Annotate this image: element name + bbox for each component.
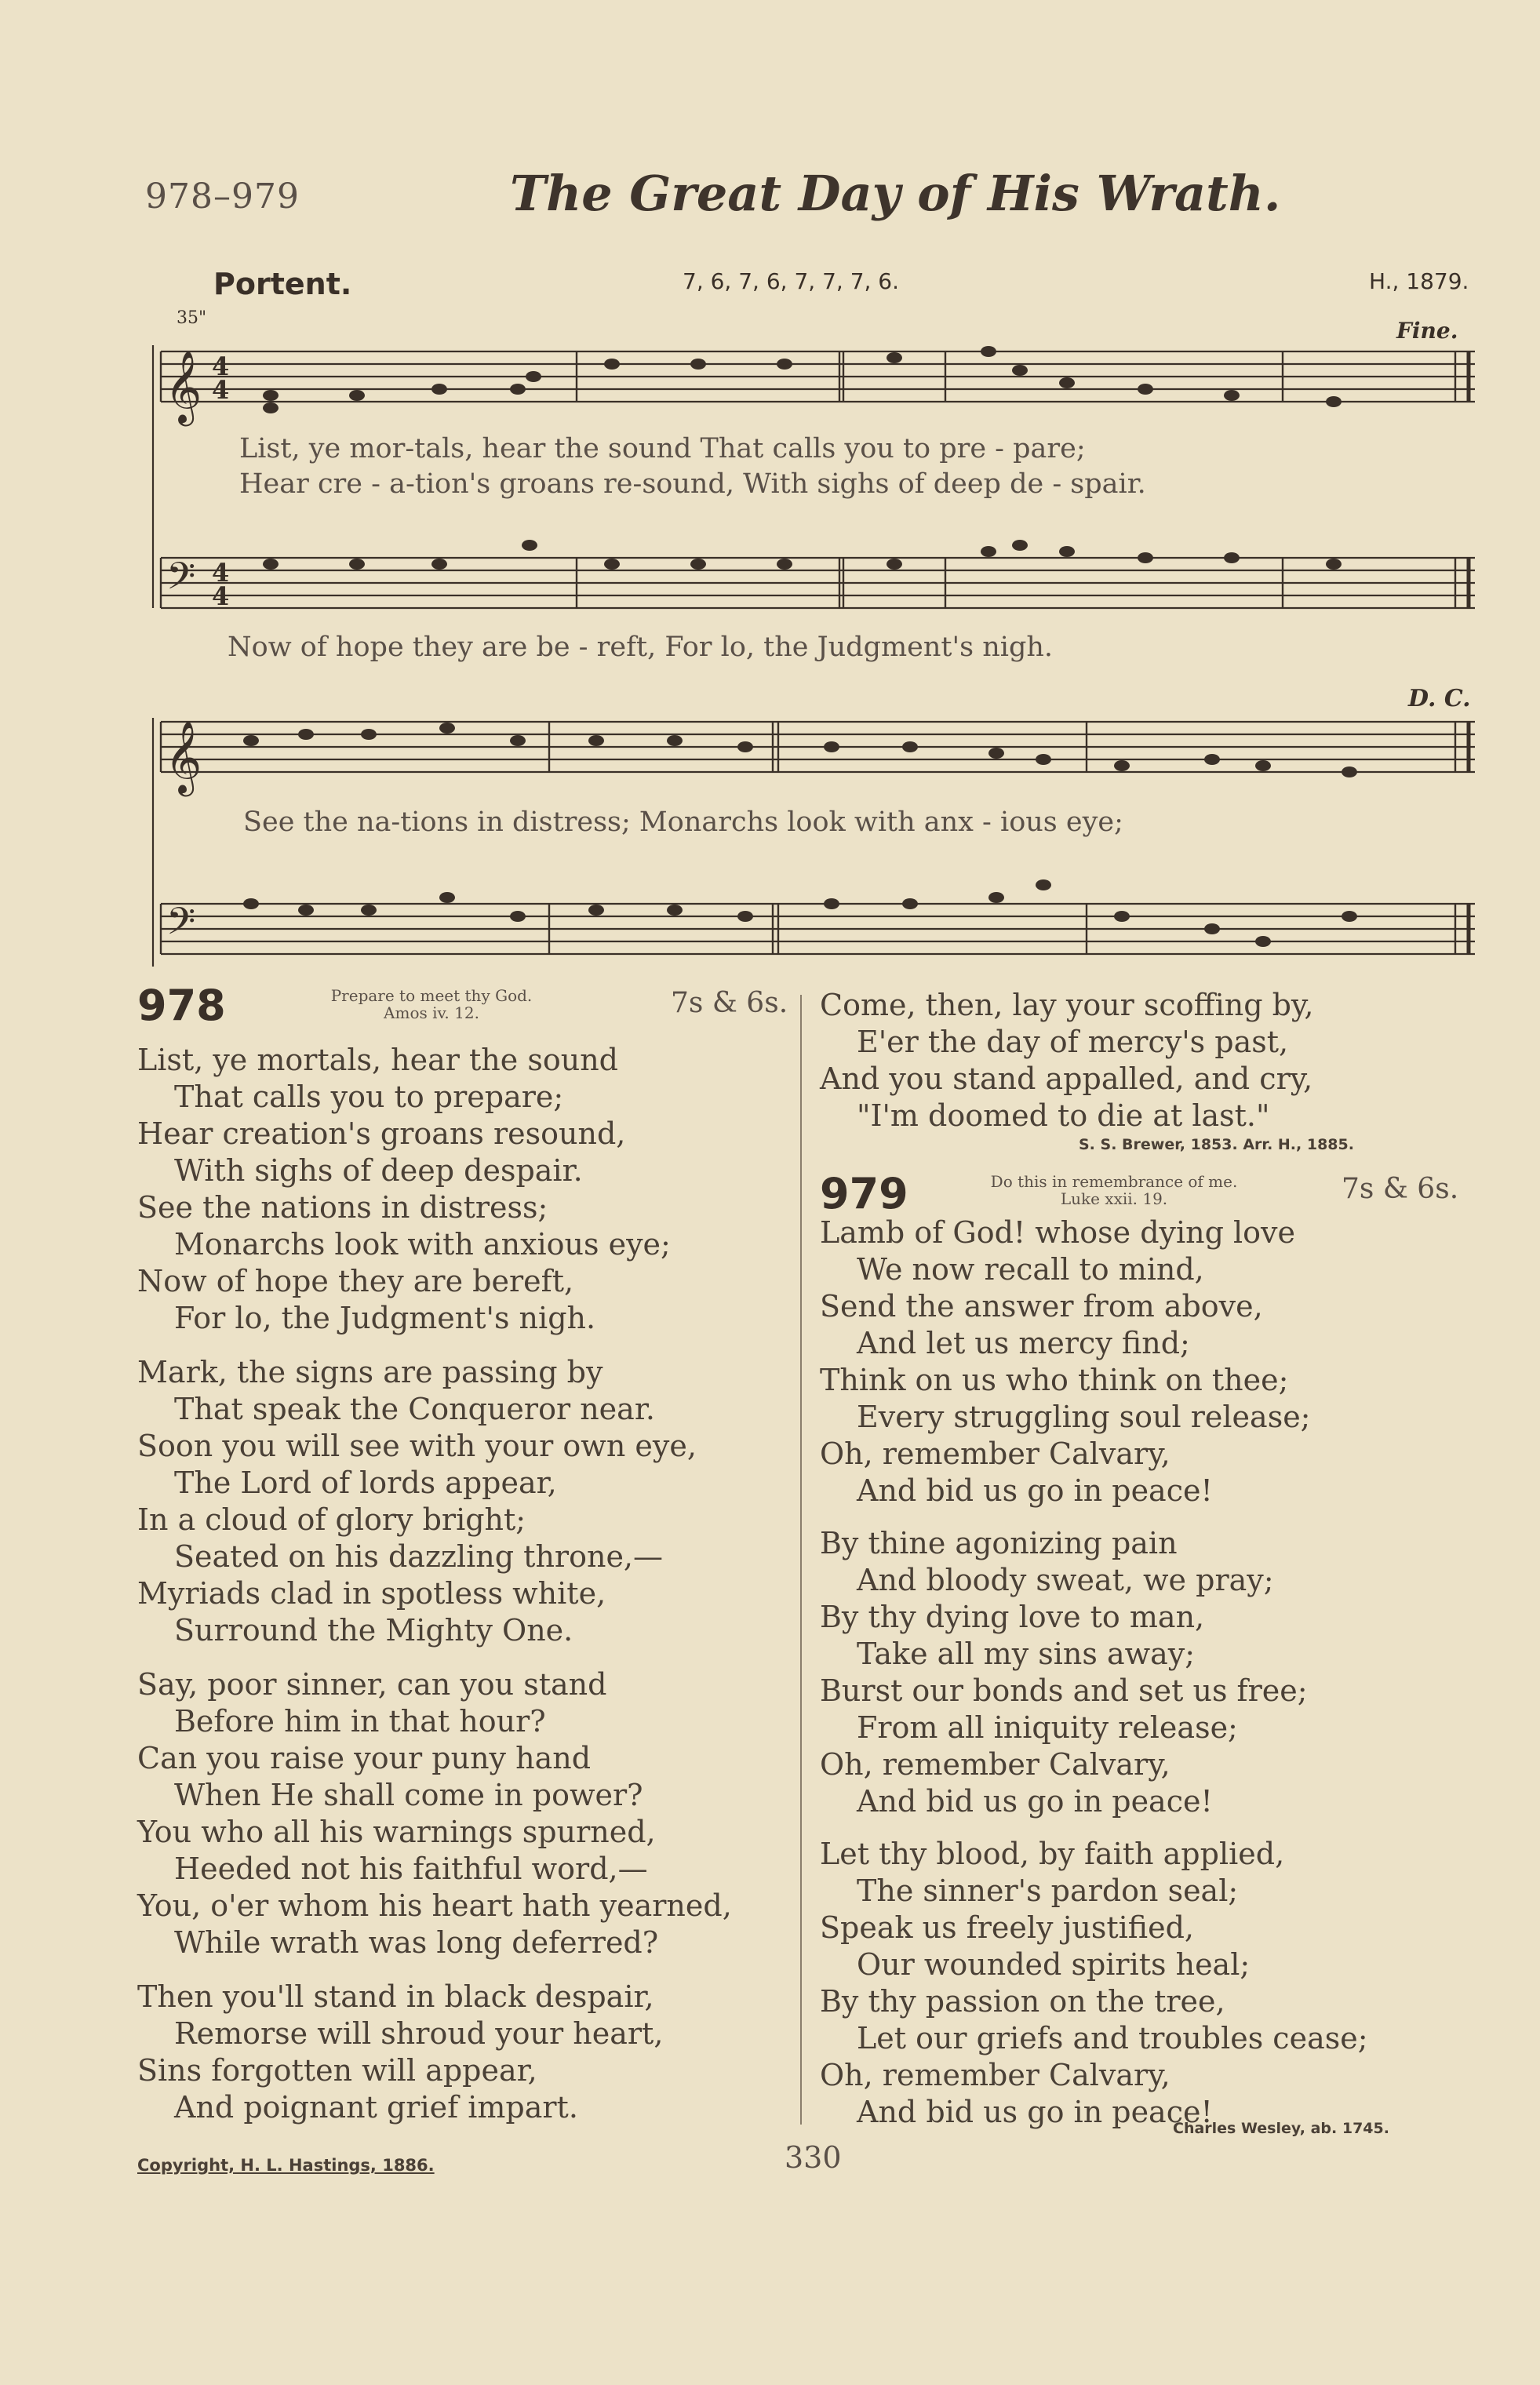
verse-line: Sins forgotten will appear, [137, 2053, 537, 2088]
staff-treble-2 [161, 722, 1475, 772]
treble-clef-icon: 𝄞 [165, 350, 202, 423]
verse-line: Take all my sins away; [857, 1637, 1196, 1671]
verse-line: Mark, the signs are passing by [137, 1355, 603, 1389]
verse-line: Let our griefs and troubles cease; [857, 2021, 1368, 2055]
hymn-979-subtitle-line1: Do this in remembrance of me. [990, 1172, 1238, 1191]
verse-line: Our wounded spirits heal; [857, 1947, 1251, 1982]
verse-line: You who all his warnings spurned, [137, 1815, 656, 1849]
verse-line: Can you raise your puny hand [137, 1741, 592, 1775]
stanza [137, 1042, 732, 1337]
tune-meter: 7, 6, 7, 6, 7, 7, 7, 6. [683, 268, 900, 294]
stanza [820, 1836, 1368, 2131]
tune-composer: H., 1879. [1369, 268, 1469, 294]
page-title: The Great Day of His Wrath. [510, 165, 1281, 222]
verse-line: And bid us go in peace! [857, 1473, 1213, 1508]
fine-mark: Fine. [1396, 318, 1458, 344]
verse-line: Myriads clad in spotless white, [137, 1576, 606, 1611]
verse-line: In a cloud of glory bright; [137, 1502, 526, 1537]
hymn-978-author: S. S. Brewer, 1853. Arr. H., 1885. [1079, 1136, 1354, 1153]
verse-line: Say, poor sinner, can you stand [137, 1667, 607, 1702]
verse-line: From all iniquity release; [857, 1710, 1238, 1745]
verse-line: And bloody sweat, we pray; [857, 1563, 1274, 1597]
staff-bass-2 [161, 904, 1475, 954]
svg-text:4: 4 [212, 351, 230, 381]
verse-line: Think on us who think on thee; [820, 1363, 1289, 1397]
verse-line: And bid us go in peace! [857, 2095, 1213, 2129]
treble-clef-icon: 𝄞 [165, 720, 202, 793]
hymn-979-author: Charles Wesley, ab. 1745. [1173, 2120, 1389, 2137]
hymn-979-subtitle-line2: Luke xxii. 19. [1060, 1189, 1168, 1208]
hymn-979-subtitle [973, 1173, 1255, 1207]
verse-line: When He shall come in power? [174, 1778, 643, 1812]
verse-line: Soon you will see with your own eye, [137, 1429, 697, 1463]
verse-line: Remorse will shroud your heart, [174, 2016, 664, 2051]
verse-line: Now of hope they are bereft, [137, 1264, 574, 1298]
verse-line: With sighs of deep despair. [174, 1153, 583, 1188]
copyright-notice: Copyright, H. L. Hastings, 1886. [137, 2156, 435, 2175]
verse-line: We now recall to mind, [857, 1252, 1204, 1287]
verse-line: By thy passion on the tree, [820, 1984, 1225, 2019]
hymn-978-meter: 7s & 6s. [671, 987, 788, 1019]
verse-line: Let thy blood, by faith applied, [820, 1837, 1285, 1871]
page-number: 330 [785, 2140, 842, 2175]
stanza [137, 1666, 732, 1961]
stanza [820, 1214, 1368, 1509]
verse-line: Come, then, lay your scoffing by, [820, 988, 1314, 1022]
verse-line: Lamb of God! whose dying love [820, 1215, 1296, 1250]
stanza [137, 1979, 732, 2126]
hymn-978-text [137, 1042, 732, 2126]
lyric-line-3: Now of hope they are be - reft, For lo, the Judgment's nigh. [228, 632, 1054, 663]
verse-line: List, ye mortals, hear the sound [137, 1043, 618, 1077]
tempo-mark: 35" [177, 308, 207, 328]
verse-line: And you stand appalled, and cry, [820, 1061, 1313, 1096]
verse-line: And let us mercy find; [857, 1326, 1190, 1360]
verse-line: Before him in that hour? [174, 1704, 546, 1739]
hymn-979-text [820, 1214, 1368, 2131]
svg-text:4: 4 [212, 581, 230, 611]
verse-line: You, o'er whom his heart hath yearned, [137, 1888, 732, 1923]
bass-clef-icon: 𝄢 [166, 554, 196, 607]
verse-line: Then you'll stand in black despair, [137, 1979, 654, 2014]
verse-line: E'er the day of mercy's past, [857, 1025, 1289, 1059]
hymn-979-number: 979 [820, 1169, 908, 1218]
svg-text:4: 4 [212, 375, 230, 405]
verse-line: Oh, remember Calvary, [820, 2058, 1170, 2092]
verse-line: Monarchs look with anxious eye; [174, 1227, 671, 1262]
column-divider [800, 995, 802, 2125]
hymn-978-number: 978 [137, 981, 226, 1030]
hymn-978-subtitle-line1: Prepare to meet thy God. [330, 986, 533, 1005]
stanza [137, 1354, 732, 1649]
verse-line: Every struggling soul release; [857, 1400, 1311, 1434]
bass-clef-icon: 𝄢 [166, 899, 196, 952]
verse-line: The sinner's pardon seal; [857, 1873, 1239, 1908]
verse-line: Heeded not his faithful word,— [174, 1852, 648, 1886]
verse-line: Send the answer from above, [820, 1289, 1263, 1324]
verse-line: Burst our bonds and set us free; [820, 1673, 1308, 1708]
verse-line: The Lord of lords appear, [174, 1466, 557, 1500]
verse-line: By thine agonizing pain [820, 1526, 1178, 1560]
verse-line: Oh, remember Calvary, [820, 1436, 1170, 1471]
verse-line: Oh, remember Calvary, [820, 1747, 1170, 1782]
dc-mark: D. C. [1408, 685, 1471, 712]
hymn-979-meter: 7s & 6s. [1342, 1173, 1459, 1205]
hymn-978-subtitle [314, 987, 549, 1021]
verse-line: And poignant grief impart. [174, 2090, 578, 2125]
hymn-978-subtitle-line2: Amos iv. 12. [384, 1003, 479, 1022]
verse-line: "I'm doomed to die at last." [857, 1098, 1270, 1133]
verse-line: That calls you to prepare; [174, 1080, 564, 1114]
verse-line: Surround the Mighty One. [174, 1613, 573, 1648]
verse-line: By thy dying love to man, [820, 1600, 1205, 1634]
hymn-978-stanza-5 [820, 987, 1313, 1134]
verse-line: Speak us freely justified, [820, 1910, 1194, 1945]
verse-line: That speak the Conqueror near. [174, 1392, 655, 1426]
lyric-line-4: See the na-tions in distress; Monarchs look with anx - ious eye; [243, 807, 1123, 838]
lyric-line-1: List, ye mor-tals, hear the sound That calls you to pre - pare; [239, 433, 1086, 464]
verse-line: Seated on his dazzling throne,— [174, 1539, 664, 1574]
stanza [820, 1525, 1368, 1820]
verse-line: While wrath was long deferred? [174, 1925, 659, 1960]
lyric-line-2: Hear cre - a-tion's groans re-sound, With sighs of deep de - spair. [239, 468, 1146, 500]
verse-line: And bid us go in peace! [857, 1784, 1213, 1819]
svg-text:4: 4 [212, 558, 230, 588]
verse-line: Hear creation's groans resound, [137, 1116, 626, 1151]
tune-name: Portent. [213, 267, 352, 301]
hymn-range: 978–979 [145, 177, 300, 217]
verse-line: See the nations in distress; [137, 1190, 548, 1225]
verse-line: For lo, the Judgment's nigh. [174, 1301, 596, 1335]
